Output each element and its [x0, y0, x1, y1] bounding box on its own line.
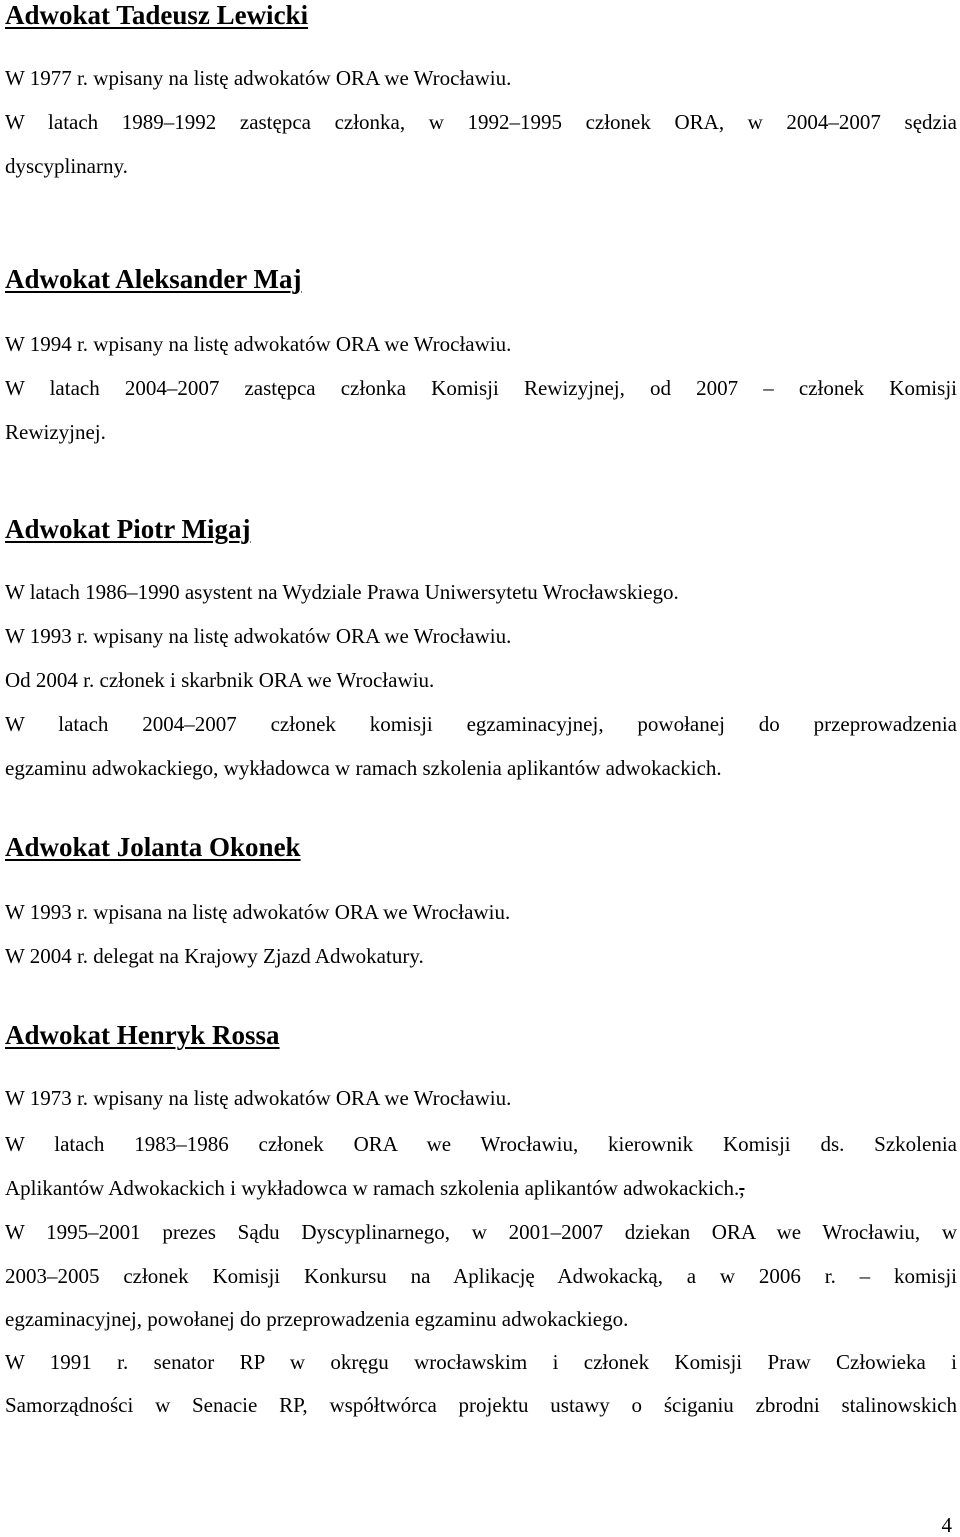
section-heading-okonek: Adwokat Jolanta Okonek — [5, 832, 301, 862]
section-line: W 1995–2001 prezes Sądu Dyscyplinarnego, w 2001–2007 dziekan ORA we Wrocławiu, w — [5, 1220, 957, 1244]
section-line: W latach 1986–1990 asystent na Wydziale Prawa Uniwersytetu Wrocławskiego. — [5, 580, 679, 604]
section-line: dyscyplinarny. — [5, 154, 128, 178]
section-line: W 1993 r. wpisany na listę adwokatów ORA we Wrocławiu. — [5, 624, 512, 648]
section-line: Rewizyjnej. — [5, 420, 106, 444]
section-line: Od 2004 r. członek i skarbnik ORA we Wrocławiu. — [5, 668, 435, 692]
strikethrough-mark: , — [739, 1176, 745, 1200]
section-line: W 1977 r. wpisany na listę adwokatów ORA we Wrocławiu. — [5, 66, 512, 90]
section-line: W 1994 r. wpisany na listę adwokatów ORA we Wrocławiu. — [5, 332, 512, 356]
section-line: W 1973 r. wpisany na listę adwokatów ORA we Wrocławiu. — [5, 1086, 512, 1110]
section-line: W latach 1989–1992 zastępca członka, w 1992–1995 członek ORA, w 2004–2007 sędzia — [5, 110, 957, 134]
section-heading-lewicki: Adwokat Tadeusz Lewicki — [5, 0, 309, 30]
section-line-text: Aplikantów Adwokackich i wykładowca w ramach szkolenia aplikantów adwokackich. — [5, 1176, 740, 1200]
section-line: W latach 2004–2007 członek komisji egzaminacyjnej, powołanej do przeprowadzenia — [5, 712, 957, 736]
section-line-with-strike — [5, 1176, 957, 1200]
section-line: W 1991 r. senator RP w okręgu wrocławskim i członek Komisji Praw Człowieka i — [5, 1350, 957, 1374]
section-heading-rossa: Adwokat Henryk Rossa — [5, 1020, 280, 1050]
section-line: Samorządności w Senacie RP, współtwórca projektu ustawy o ściganiu zbrodni stalinowskich — [5, 1393, 957, 1417]
section-line: 2003–2005 członek Komisji Konkursu na Aplikację Adwokacką, a w 2006 r. – komisji — [5, 1264, 957, 1288]
section-line: W 1993 r. wpisana na listę adwokatów ORA we Wrocławiu. — [5, 900, 511, 924]
section-line: W latach 1983–1986 członek ORA we Wrocławiu, kierownik Komisji ds. Szkolenia — [5, 1132, 957, 1156]
section-line: egzaminacyjnej, powołanej do przeprowadzenia egzaminu adwokackiego. — [5, 1307, 629, 1331]
section-line: egzaminu adwokackiego, wykładowca w ramach szkolenia aplikantów adwokackich. — [5, 756, 722, 780]
section-line: W 2004 r. delegat na Krajowy Zjazd Adwokatury. — [5, 944, 424, 968]
page-number: 4 — [941, 1513, 952, 1537]
section-line: W latach 2004–2007 zastępca członka Komisji Rewizyjnej, od 2007 – członek Komisji — [5, 376, 957, 400]
section-heading-maj: Adwokat Aleksander Maj — [5, 264, 302, 294]
section-heading-migaj: Adwokat Piotr Migaj — [5, 514, 251, 544]
